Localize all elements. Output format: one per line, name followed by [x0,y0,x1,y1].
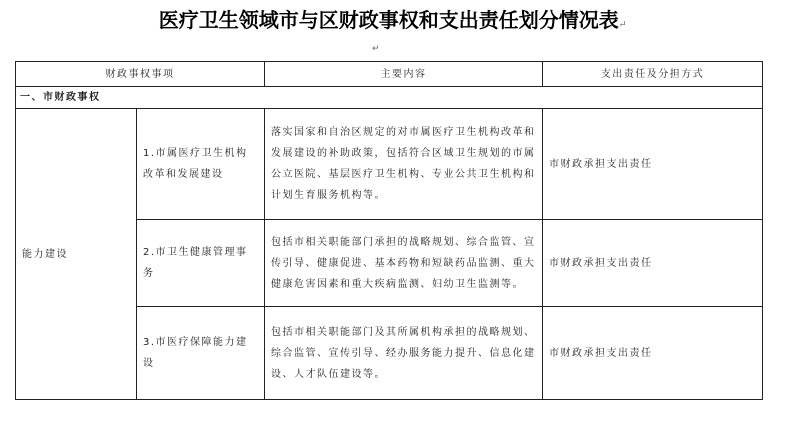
item-cell: 3.市医疗保障能力建设 [137,307,265,400]
table-header-row [16,62,763,87]
paragraph-mark: ↵ [372,44,380,54]
responsibility-cell: 市财政承担支出责任 [543,220,763,307]
responsibility-cell: 市财政承担支出责任 [543,109,763,220]
item-cell: 1.市属医疗卫生机构改革和发展建设 [137,109,265,220]
category-cell: 能力建设 [16,109,137,400]
header-responsibility: 支出责任及分担方式 [543,62,763,87]
header-content: 主要内容 [265,62,543,87]
content-cell: 落实国家和自治区规定的对市属医疗卫生机构改革和发展建设的补助政策，包括符合区域卫生规划的市属公立医院、基层医疗卫生机构、专业公共卫生机构和计划生育服务机构等。 [265,109,543,220]
item-cell: 2.市卫生健康管理事务 [137,220,265,307]
table-row [16,109,763,220]
page-title: 医疗卫生领域市与区财政事权和支出责任划分情况表↵ [158,8,627,32]
section-row: 一、市财政事权 [16,87,763,109]
content-cell: 包括市相关职能部门及其所属机构承担的战略规划、综合监管、宣传引导、经办服务能力提升、信息化建设、人才队伍建设等。 [265,307,543,400]
responsibility-cell: 市财政承担支出责任 [543,307,763,400]
responsibility-table [15,61,763,400]
content-cell: 包括市相关职能部门承担的战略规划、综合监管、宣传引导、健康促进、基本药物和短缺药品监测、重大健康危害因素和重大疾病监测、妇幼卫生监测等。 [265,220,543,307]
header-item: 财政事权事项 [16,62,265,87]
